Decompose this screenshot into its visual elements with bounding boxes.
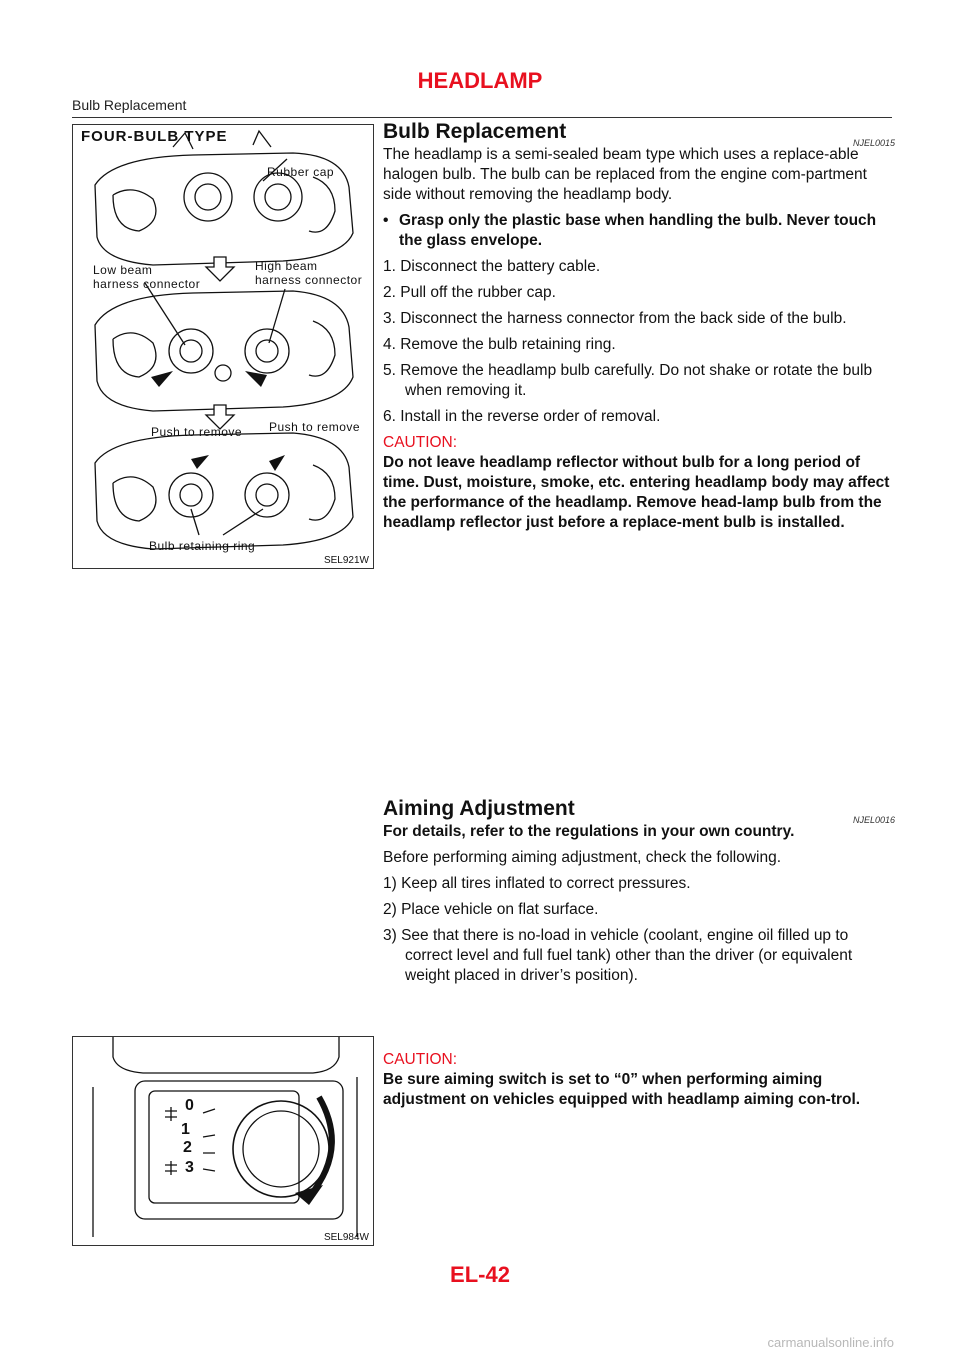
bullet-text: Grasp only the plastic base when handling the bulb. Never touch the glass envelope. xyxy=(399,212,877,249)
aiming-position-0: 0 xyxy=(185,1097,195,1114)
section-body-aiming-adjustment xyxy=(383,822,893,992)
step-item: 1. Disconnect the battery cable. xyxy=(383,258,601,275)
aiming-position-2: 2 xyxy=(183,1139,193,1156)
section-title-bulb-replacement: Bulb Replacement xyxy=(383,120,567,143)
page-header-title: HEADLAMP xyxy=(417,68,543,93)
check-item: 1) Keep all tires inflated to correct pressures. xyxy=(383,875,691,892)
caution-block-aiming xyxy=(383,1050,893,1116)
figure-caption: SEL921W xyxy=(323,555,369,566)
label-low-beam-line2: harness connector xyxy=(93,277,201,291)
step-item: 4. Remove the bulb retaining ring. xyxy=(383,336,616,353)
bullet-mark: • xyxy=(383,212,389,229)
page-header-subtitle: Bulb Replacement xyxy=(72,97,187,113)
caution-label: CAUTION: xyxy=(383,1051,458,1068)
figure-title: FOUR-BULB TYPE xyxy=(81,128,228,145)
label-push-to-remove-left: Push to remove xyxy=(151,425,243,439)
aiming-switch-illustration xyxy=(73,1037,373,1245)
paragraph-intro: The headlamp is a semi-sealed beam type which uses a replace-able halogen bulb. The bulb can be replaced from the engine com-partment side without removing the headlamp body. xyxy=(383,146,867,203)
step-item: 2. Pull off the rubber cap. xyxy=(383,284,556,301)
figure-caption: SEL984W xyxy=(323,1232,369,1243)
label-high-beam-line1: High beam xyxy=(255,259,318,273)
figure-four-bulb-type xyxy=(72,124,374,569)
check-item: 2) Place vehicle on flat surface. xyxy=(383,901,599,918)
label-low-beam-line1: Low beam xyxy=(93,263,153,277)
section-title-aiming-adjustment: Aiming Adjustment xyxy=(383,797,575,820)
section-body-bulb-replacement xyxy=(383,145,893,539)
page-number: EL-42 xyxy=(450,1262,510,1287)
label-rubber-cap: Rubber cap xyxy=(267,165,335,179)
section-code: NJEL0015 xyxy=(853,138,896,148)
header-divider xyxy=(72,117,892,118)
section-code: NJEL0016 xyxy=(853,815,896,825)
step-item: 5. Remove the headlamp bulb carefully. Do not shake or rotate the bulb when removing it. xyxy=(383,362,873,399)
caution-label: CAUTION: xyxy=(383,434,458,451)
label-bulb-retaining-ring: Bulb retaining ring xyxy=(149,539,256,553)
figure-aiming-switch xyxy=(72,1036,374,1246)
aiming-position-1: 1 xyxy=(181,1121,191,1138)
check-item: 3) See that there is no-load in vehicle (coolant, engine oil filled up to correct level and full fuel tank) other than the driver (or equivalent weight placed in driver’s position). xyxy=(383,927,853,984)
paragraph-bold-intro: For details, refer to the regulations in your own country. xyxy=(383,823,795,840)
watermark: carmanualsonline.info xyxy=(767,1335,894,1350)
caution-text: Do not leave headlamp reflector without bulb for a long period of time. Dust, moisture, smoke, etc. entering headlamp body may affect the performance of the headlamp. Remove head-lamp bulb from the headlamp reflector just before a replace-ment bulb is installed. xyxy=(383,454,890,531)
step-item: 6. Install in the reverse order of removal. xyxy=(383,408,661,425)
label-high-beam-line2: harness connector xyxy=(255,273,363,287)
aiming-position-3: 3 xyxy=(185,1159,195,1176)
caution-text: Be sure aiming switch is set to “0” when performing aiming adjustment on vehicles equipped with headlamp aiming con-trol. xyxy=(383,1071,861,1108)
step-item: 3. Disconnect the harness connector from the back side of the bulb. xyxy=(383,310,847,327)
headlamp-illustration xyxy=(73,125,373,568)
bullet-item xyxy=(383,211,893,251)
label-push-to-remove-right: Push to remove xyxy=(269,420,361,434)
paragraph-intro: Before performing aiming adjustment, check the following. xyxy=(383,849,782,866)
